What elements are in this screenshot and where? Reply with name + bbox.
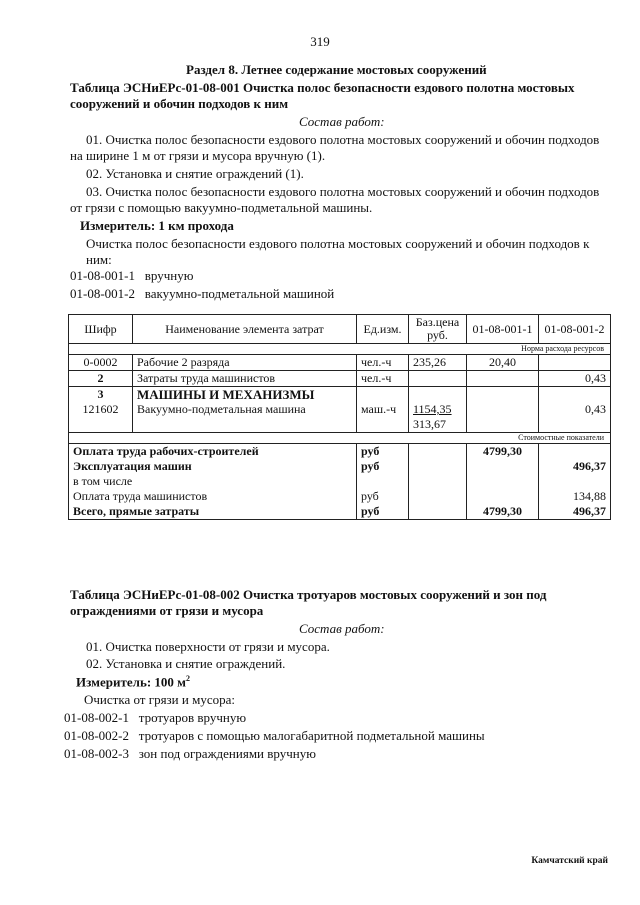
table-row — [69, 489, 611, 504]
table1-desc-line1: Очистка полос безопасности ездового полотна мостовых сооружений и обочин подходов к — [86, 236, 590, 251]
table-header-row — [69, 315, 611, 344]
header-col1: 01-08-001-1 — [467, 315, 539, 344]
meter-text: Измеритель: 100 м — [76, 674, 187, 690]
table2-meter — [76, 674, 190, 690]
cell-name: в том числе — [69, 474, 357, 489]
norm-label: Норма расхода ресурсов — [69, 344, 611, 355]
header-name: Наименование элемента затрат — [133, 315, 357, 344]
table-row — [69, 504, 611, 520]
work-item: 02. Установка и снятие ограждений (1). — [86, 166, 304, 181]
work-item: 02. Установка и снятие ограждений. — [86, 656, 286, 671]
cell-name: Эксплуатация машин — [69, 459, 357, 474]
table-row — [69, 459, 611, 474]
cell-v2: 496,37 — [539, 504, 611, 520]
cell-unit: руб — [357, 459, 409, 474]
table2-title-line1: Таблица ЭСНиЕРс-01-08-002 Очистка тротуаров мостовых сооружений и зон под — [70, 587, 547, 602]
table-row — [69, 402, 611, 417]
work-item: 03. Очистка полос безопасности ездового полотна мостовых сооружений и обочин подходов — [86, 184, 600, 199]
cell-code: 0-0002 — [69, 355, 133, 371]
table2-composition-title: Состав работ: — [299, 621, 385, 636]
work-item: 01. Очистка поверхности от грязи и мусора. — [86, 639, 330, 654]
cell-unit — [357, 474, 409, 489]
table-row — [69, 355, 611, 371]
cell-v2: 0,43 — [539, 402, 611, 417]
cell-v1: 4799,30 — [467, 504, 539, 520]
code-label: вакуумно-подметальной машиной — [144, 286, 335, 301]
cell-v1 — [467, 459, 539, 474]
meter-sup: 2 — [186, 674, 191, 683]
cell-name: Вакуумно-подметальная машина — [133, 402, 357, 417]
table1-desc-line2: ним: — [86, 252, 112, 267]
cell-v2: 0,43 — [539, 371, 611, 387]
cost-label: Стоимостные показатели — [69, 433, 611, 444]
work-item: от грязи с помощью вакуумно-подметальной машины. — [70, 200, 373, 215]
cell-v1: 20,40 — [467, 355, 539, 371]
cell-v1 — [467, 474, 539, 489]
cell-v2: 134,88 — [539, 489, 611, 504]
cell-name: Оплата труда рабочих-строителей — [69, 444, 357, 460]
cell-price — [409, 402, 467, 417]
cell-price: 313,67 — [409, 417, 467, 433]
code-label: вручную — [144, 268, 194, 283]
norm-section-row — [69, 344, 611, 355]
cell-v2 — [539, 355, 611, 371]
footer-region: Камчатский край — [531, 856, 608, 866]
code-number: 01-08-002-1 — [64, 710, 129, 725]
cell-v1 — [467, 402, 539, 417]
work-item: 01. Очистка полос безопасности ездового полотна мостовых сооружений и обочин подходов — [86, 132, 600, 147]
machines-title: МАШИНЫ И МЕХАНИЗМЫ — [133, 387, 357, 403]
code-label: тротуаров с помощью малогабаритной подметальной машины — [138, 728, 485, 743]
code-number: 01-08-001-1 — [70, 268, 135, 283]
page-number: 319 — [310, 34, 330, 49]
code-label: зон под ограждениями вручную — [138, 746, 316, 761]
table2-desc: Очистка от грязи и мусора: — [84, 692, 235, 707]
cell-name: Рабочие 2 разряда — [133, 355, 357, 371]
code-item — [64, 728, 485, 744]
header-col2: 01-08-001-2 — [539, 315, 611, 344]
cell-price: 235,26 — [409, 355, 467, 371]
table-row — [69, 371, 611, 387]
work-item: на ширине 1 м от грязи и мусора вручную (1). — [70, 148, 326, 163]
cell-code: 2 — [69, 371, 133, 387]
table1-meter: Измеритель: 1 км прохода — [80, 218, 234, 233]
table-row — [69, 444, 611, 460]
code-number: 01-08-002-3 — [64, 746, 129, 761]
cell-name: Всего, прямые затраты — [69, 504, 357, 520]
cell-unit: маш.-ч — [357, 402, 409, 417]
code-item — [64, 710, 246, 726]
code-item — [64, 746, 316, 762]
header-code: Шифр — [69, 315, 133, 344]
cell-v1 — [467, 371, 539, 387]
cell-unit: руб — [357, 489, 409, 504]
cost-section-row — [69, 433, 611, 444]
cell-name: Оплата труда машинистов — [69, 489, 357, 504]
table-row — [69, 474, 611, 489]
machines-group-row — [69, 387, 611, 403]
cell-price — [409, 371, 467, 387]
code-number: 01-08-002-2 — [64, 728, 129, 743]
cell-unit: руб — [357, 504, 409, 520]
cell-v2 — [539, 444, 611, 460]
cell-code: 121602 — [69, 402, 133, 417]
table-row — [69, 417, 611, 433]
cell-v1 — [467, 489, 539, 504]
cell-unit: руб — [357, 444, 409, 460]
code-number: 01-08-001-2 — [70, 286, 135, 301]
header-price: Баз.цена руб. — [409, 315, 467, 344]
price-value: 1154,35 — [413, 402, 452, 416]
cell-v2: 496,37 — [539, 459, 611, 474]
header-unit: Ед.изм. — [357, 315, 409, 344]
section-title: Раздел 8. Летнее содержание мостовых сооружений — [186, 62, 487, 77]
table1-composition-title: Состав работ: — [299, 114, 385, 129]
table1-title-line1: Таблица ЭСНиЕРс-01-08-001 Очистка полос безопасности ездового полотна мостовых — [70, 80, 575, 95]
cell-unit: чел.-ч — [357, 371, 409, 387]
cell-unit: чел.-ч — [357, 355, 409, 371]
table1-title-line2: сооружений и обочин подходов к ним — [70, 96, 289, 111]
cell-name: Затраты труда машинистов — [133, 371, 357, 387]
code-label: тротуаров вручную — [138, 710, 247, 725]
cell-v1: 4799,30 — [467, 444, 539, 460]
code-item — [70, 286, 334, 302]
cell-code: 3 — [69, 387, 133, 403]
code-item — [70, 268, 193, 284]
table2-title-line2: ограждениями от грязи и мусора — [70, 603, 264, 618]
cell-v2 — [539, 474, 611, 489]
cost-table — [68, 314, 611, 520]
